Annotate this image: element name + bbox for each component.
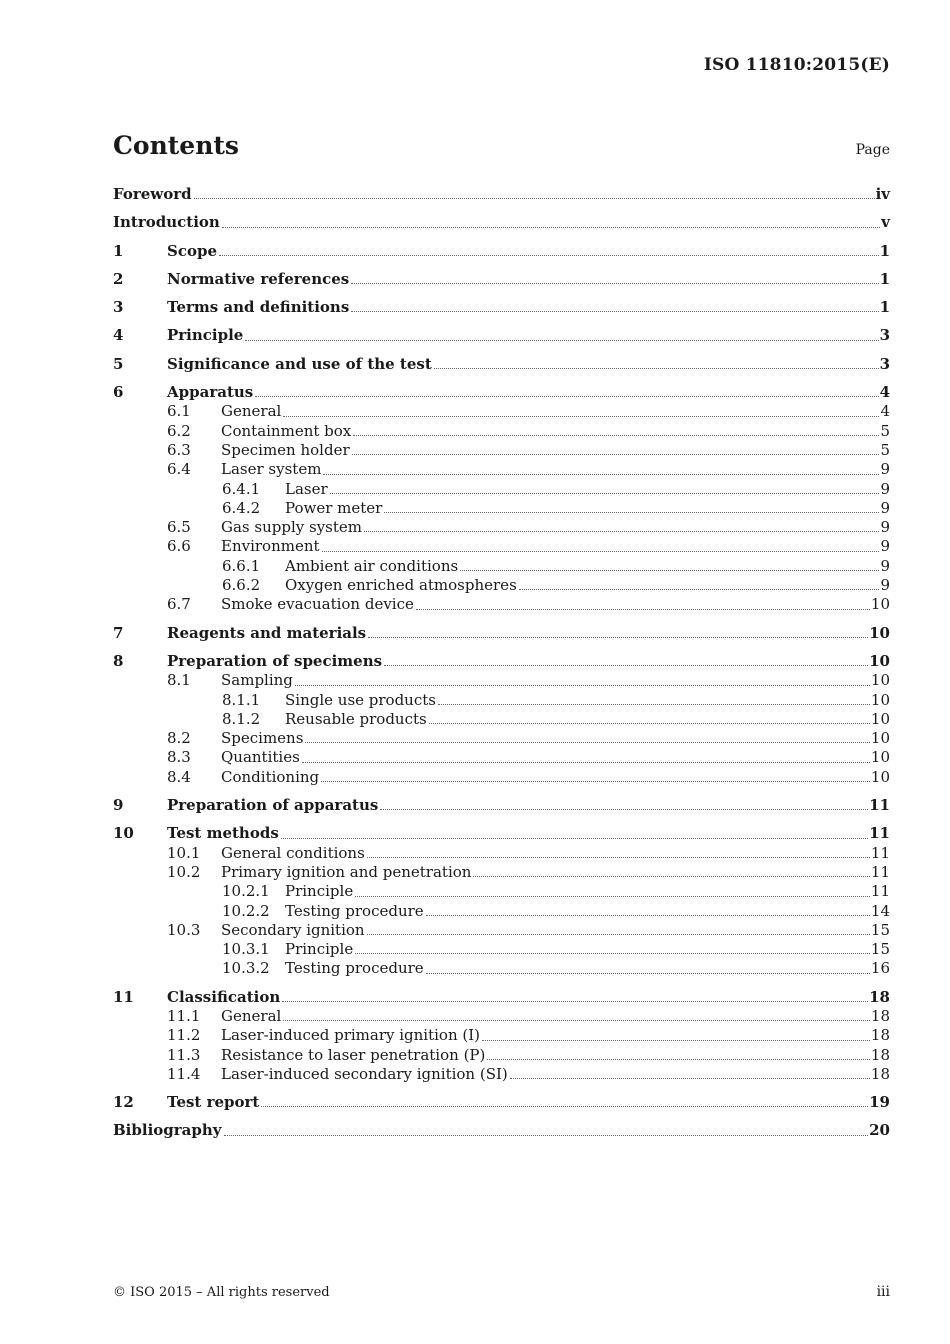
toc-entry[interactable] xyxy=(113,729,890,748)
dot-leader xyxy=(353,435,879,436)
toc-entry[interactable] xyxy=(113,499,890,518)
toc-entry-title: Oxygen enriched atmospheres xyxy=(285,576,517,595)
dot-leader xyxy=(429,723,870,724)
toc-entry-page: 16 xyxy=(870,959,890,978)
toc-entry[interactable] xyxy=(113,844,890,863)
toc-entry-number: 6.6.2 xyxy=(222,576,261,595)
toc-entry-page: 4 xyxy=(879,383,890,402)
toc-entry-number: 6.4.1 xyxy=(222,479,261,498)
toc-entry-number: 11.1 xyxy=(167,1006,201,1025)
toc-entry-number: 8.1 xyxy=(167,671,191,690)
toc-entry[interactable] xyxy=(113,460,890,479)
toc-entry-number: 1 xyxy=(113,241,124,260)
toc-entry[interactable] xyxy=(113,921,890,940)
dot-leader xyxy=(245,340,878,341)
toc-entry-page: 14 xyxy=(870,901,890,920)
toc-entry-number: 5 xyxy=(113,354,124,373)
toc-entry[interactable] xyxy=(113,441,890,460)
toc-entry-page: 5 xyxy=(880,440,890,459)
dot-leader xyxy=(416,609,870,610)
toc-entry[interactable] xyxy=(113,298,890,317)
toc-entry-title: Terms and definitions xyxy=(167,298,350,317)
toc-entry-page: 9 xyxy=(880,498,890,517)
toc-entry[interactable] xyxy=(113,355,890,374)
dot-leader xyxy=(482,1040,870,1041)
toc-entry[interactable] xyxy=(113,882,890,901)
dot-leader xyxy=(519,589,880,590)
toc-entry-page: 18 xyxy=(870,1064,890,1083)
toc-entry-title: Quantities xyxy=(221,748,300,767)
toc-entry[interactable] xyxy=(113,710,890,729)
dot-leader xyxy=(434,368,879,369)
dot-leader xyxy=(367,934,870,935)
toc-entry-number: 6.3 xyxy=(167,440,191,459)
toc-entry-number: 2 xyxy=(113,269,124,288)
dot-leader xyxy=(194,198,875,199)
toc-entry-title: Conditioning xyxy=(221,767,320,786)
toc-entry-page: 11 xyxy=(869,824,890,843)
toc-entry-page: 15 xyxy=(870,940,890,959)
toc-entry[interactable] xyxy=(113,1007,890,1026)
toc-entry-number: 6.4.2 xyxy=(222,498,261,517)
toc-entry-page: 9 xyxy=(880,556,890,575)
dot-leader xyxy=(368,637,868,638)
toc-entry-number: 10.3 xyxy=(167,920,201,939)
toc-entry-page: 10 xyxy=(870,595,890,614)
toc-entry[interactable] xyxy=(113,422,890,441)
toc-entry[interactable] xyxy=(113,671,890,690)
dot-leader xyxy=(330,493,880,494)
toc-entry-title: Preparation of specimens xyxy=(167,651,383,670)
toc-entry-title: Smoke evacuation device xyxy=(221,595,414,614)
toc-entry[interactable] xyxy=(113,1121,890,1140)
dot-leader xyxy=(282,1001,868,1002)
toc-entry-number: 10.3.1 xyxy=(222,940,270,959)
toc-entry-title: Apparatus xyxy=(167,383,254,402)
dot-leader xyxy=(426,973,870,974)
dot-leader xyxy=(219,255,879,256)
dot-leader xyxy=(283,416,879,417)
toc-entry[interactable] xyxy=(113,480,890,499)
toc-entry-number: 8.3 xyxy=(167,748,191,767)
toc-entry[interactable] xyxy=(113,213,890,232)
dot-leader xyxy=(351,311,878,312)
copyright-notice: © ISO 2015 – All rights reserved xyxy=(113,1285,330,1300)
toc-entry-number: 11 xyxy=(113,987,134,1006)
toc-entry-page: 18 xyxy=(869,987,890,1006)
toc-entry-number: 10.2.2 xyxy=(222,901,270,920)
toc-entry-page: 10 xyxy=(870,767,890,786)
dot-leader xyxy=(473,876,869,877)
dot-leader xyxy=(487,1059,870,1060)
toc-entry-title: Single use products xyxy=(285,690,436,709)
toc-entry-title: Containment box xyxy=(221,421,352,440)
toc-entry-number: 8.4 xyxy=(167,767,191,786)
toc-entry-page: 11 xyxy=(870,882,890,901)
toc-entry-title: Normative references xyxy=(167,269,350,288)
toc-entry-number: 9 xyxy=(113,796,124,815)
toc-entry-title: Classification xyxy=(167,987,281,1006)
toc-entry-number: 4 xyxy=(113,326,124,345)
dot-leader xyxy=(323,474,879,475)
toc-entry-page: 10 xyxy=(869,623,890,642)
dot-leader xyxy=(295,685,870,686)
toc-entry-title: Laser system xyxy=(221,460,322,479)
toc-entry-page: 4 xyxy=(880,402,890,421)
toc-entry-number: 6.2 xyxy=(167,421,191,440)
toc-entry-number: 10.2 xyxy=(167,862,201,881)
toc-entry-number: 8 xyxy=(113,651,124,670)
toc-entry-page: 18 xyxy=(870,1026,890,1045)
toc-entry-title: Testing procedure xyxy=(285,901,424,920)
toc-entry-page: 10 xyxy=(870,671,890,690)
toc-entry[interactable] xyxy=(113,1046,890,1065)
toc-entry-title: Test methods xyxy=(167,824,279,843)
toc-entry[interactable] xyxy=(113,185,890,204)
toc-entry-page: 5 xyxy=(880,421,890,440)
toc-entry-number: 10.2.1 xyxy=(222,882,270,901)
toc-entry-number: 6.1 xyxy=(167,402,191,421)
toc-entry-page: 9 xyxy=(880,479,890,498)
toc-entry[interactable] xyxy=(113,1065,890,1084)
toc-entry-title: Resistance to laser penetration (P) xyxy=(221,1045,486,1064)
toc-entry-page: 10 xyxy=(870,729,890,748)
toc-entry-number: 11.3 xyxy=(167,1045,201,1064)
toc-entry[interactable] xyxy=(113,748,890,767)
toc-entry-page: 11 xyxy=(870,843,890,862)
dot-leader xyxy=(355,953,870,954)
toc-entry-page: 1 xyxy=(879,241,890,260)
toc-entry[interactable] xyxy=(113,383,890,402)
toc-entry-number: 8.1.1 xyxy=(222,690,261,709)
toc-entry-page: iv xyxy=(875,185,890,203)
toc-entry[interactable] xyxy=(113,1026,890,1045)
toc-entry-page: 20 xyxy=(869,1121,890,1140)
toc-entry-number: 10 xyxy=(113,824,134,843)
toc-entry[interactable] xyxy=(113,624,890,643)
toc-entry-number: 7 xyxy=(113,623,124,642)
toc-entry-page: v xyxy=(881,213,890,232)
toc-entry[interactable] xyxy=(113,796,890,815)
contents-heading: Contents xyxy=(113,131,240,160)
toc-entry-title: Reagents and materials xyxy=(167,623,367,642)
toc-entry-title: General xyxy=(221,1006,282,1025)
toc-entry-page: 3 xyxy=(879,354,890,373)
toc-entry-title: Specimens xyxy=(221,729,304,748)
toc-entry-title: Gas supply system xyxy=(221,518,362,537)
dot-leader xyxy=(222,227,880,228)
toc-entry-page: 15 xyxy=(870,920,890,939)
toc-entry[interactable] xyxy=(113,959,890,978)
toc-entry-title: Testing procedure xyxy=(285,959,424,978)
dot-leader xyxy=(384,665,868,666)
toc-entry-title: Sampling xyxy=(221,671,293,690)
toc-entry-title: Principle xyxy=(167,326,244,345)
dot-leader xyxy=(302,762,870,763)
toc-entry-page: 9 xyxy=(880,576,890,595)
toc-entry-number: 3 xyxy=(113,298,124,317)
toc-entry-number: 6 xyxy=(113,383,124,402)
toc-entry[interactable] xyxy=(113,1093,890,1112)
dot-leader xyxy=(305,742,869,743)
dot-leader xyxy=(355,896,870,897)
dot-leader xyxy=(510,1078,870,1079)
toc-entry-page: 3 xyxy=(879,326,890,345)
dot-leader xyxy=(367,857,870,858)
toc-entry[interactable] xyxy=(113,537,890,556)
dot-leader xyxy=(224,1135,869,1136)
toc-entry[interactable] xyxy=(113,691,890,710)
toc-entry[interactable] xyxy=(113,326,890,345)
toc-entry-page: 1 xyxy=(879,269,890,288)
toc-entry-page: 10 xyxy=(870,690,890,709)
toc-entry-page: 18 xyxy=(870,1006,890,1025)
toc-entry-title: Principle xyxy=(285,940,354,959)
toc-entry-title: Secondary ignition xyxy=(221,920,365,939)
table-of-contents xyxy=(113,185,890,1141)
toc-entry-title: Reusable products xyxy=(285,709,427,728)
toc-entry-page: 9 xyxy=(880,518,890,537)
toc-entry-number: 6.5 xyxy=(167,518,191,537)
toc-entry-number: 6.4 xyxy=(167,460,191,479)
toc-entry[interactable] xyxy=(113,242,890,261)
toc-entry-number: 11.2 xyxy=(167,1026,201,1045)
toc-entry-title: Primary ignition and penetration xyxy=(221,862,472,881)
toc-entry-title: Laser-induced secondary ignition (SI) xyxy=(221,1064,508,1083)
toc-entry[interactable] xyxy=(113,652,890,671)
toc-entry-title: Laser-induced primary ignition (I) xyxy=(221,1026,481,1045)
toc-entry-page: 10 xyxy=(869,651,890,670)
toc-entry[interactable] xyxy=(113,518,890,537)
toc-entry-title: Introduction xyxy=(113,213,220,232)
toc-entry-number: 6.6 xyxy=(167,537,191,556)
toc-entry-page: 9 xyxy=(880,460,890,479)
toc-entry-number: 12 xyxy=(113,1093,134,1112)
dot-leader xyxy=(364,531,879,532)
toc-entry-title: Significance and use of the test xyxy=(167,354,432,373)
dot-leader xyxy=(283,1020,870,1021)
dot-leader xyxy=(426,915,870,916)
dot-leader xyxy=(438,704,870,705)
toc-entry-page: 19 xyxy=(869,1093,890,1112)
page-column-label: Page xyxy=(855,142,890,158)
toc-entry-title: Laser xyxy=(285,479,328,498)
page-number: iii xyxy=(876,1284,890,1300)
toc-entry-page: 10 xyxy=(870,709,890,728)
toc-entry-number: 6.6.1 xyxy=(222,556,261,575)
dot-leader xyxy=(384,512,879,513)
toc-entry-title: Specimen holder xyxy=(221,440,350,459)
toc-entry-title: Principle xyxy=(285,882,354,901)
toc-entry-number: 6.7 xyxy=(167,595,191,614)
toc-entry[interactable] xyxy=(113,824,890,843)
toc-entry-title: Scope xyxy=(167,241,218,260)
dot-leader xyxy=(460,570,879,571)
toc-entry[interactable] xyxy=(113,988,890,1007)
toc-entry[interactable] xyxy=(113,902,890,921)
toc-entry-number: 8.2 xyxy=(167,729,191,748)
toc-entry-title: Power meter xyxy=(285,498,383,517)
toc-entry-page: 18 xyxy=(870,1045,890,1064)
toc-entry-title: Environment xyxy=(221,537,320,556)
toc-entry[interactable] xyxy=(113,402,890,421)
toc-entry-number: 11.4 xyxy=(167,1064,201,1083)
dot-leader xyxy=(281,838,868,839)
dot-leader xyxy=(380,809,868,810)
dot-leader xyxy=(261,1106,868,1107)
toc-entry-page: 9 xyxy=(880,537,890,556)
toc-entry-title: General conditions xyxy=(221,843,365,862)
toc-entry-title: General xyxy=(221,402,282,421)
dot-leader xyxy=(255,396,878,397)
dot-leader xyxy=(322,551,880,552)
toc-entry[interactable] xyxy=(113,270,890,289)
toc-entry-number: 10.1 xyxy=(167,843,201,862)
toc-entry-page: 11 xyxy=(870,862,890,881)
toc-entry-title: Foreword xyxy=(113,185,192,203)
toc-entry-title: Ambient air conditions xyxy=(285,556,459,575)
toc-entry-title: Test report xyxy=(167,1093,260,1112)
toc-entry[interactable] xyxy=(113,768,890,787)
toc-entry-page: 10 xyxy=(870,748,890,767)
toc-entry-number: 8.1.2 xyxy=(222,709,261,728)
toc-entry[interactable] xyxy=(113,557,890,576)
toc-entry[interactable] xyxy=(113,863,890,882)
toc-entry-title: Preparation of apparatus xyxy=(167,796,379,815)
toc-entry[interactable] xyxy=(113,940,890,959)
dot-leader xyxy=(352,454,880,455)
toc-entry[interactable] xyxy=(113,576,890,595)
toc-entry-number: 10.3.2 xyxy=(222,959,270,978)
toc-entry-page: 11 xyxy=(869,796,890,815)
dot-leader xyxy=(351,283,878,284)
document-identifier: ISO 11810:2015(E) xyxy=(703,55,890,75)
dot-leader xyxy=(321,781,870,782)
toc-entry-page: 1 xyxy=(879,298,890,317)
toc-entry[interactable] xyxy=(113,595,890,614)
toc-entry-title: Bibliography xyxy=(113,1121,222,1140)
